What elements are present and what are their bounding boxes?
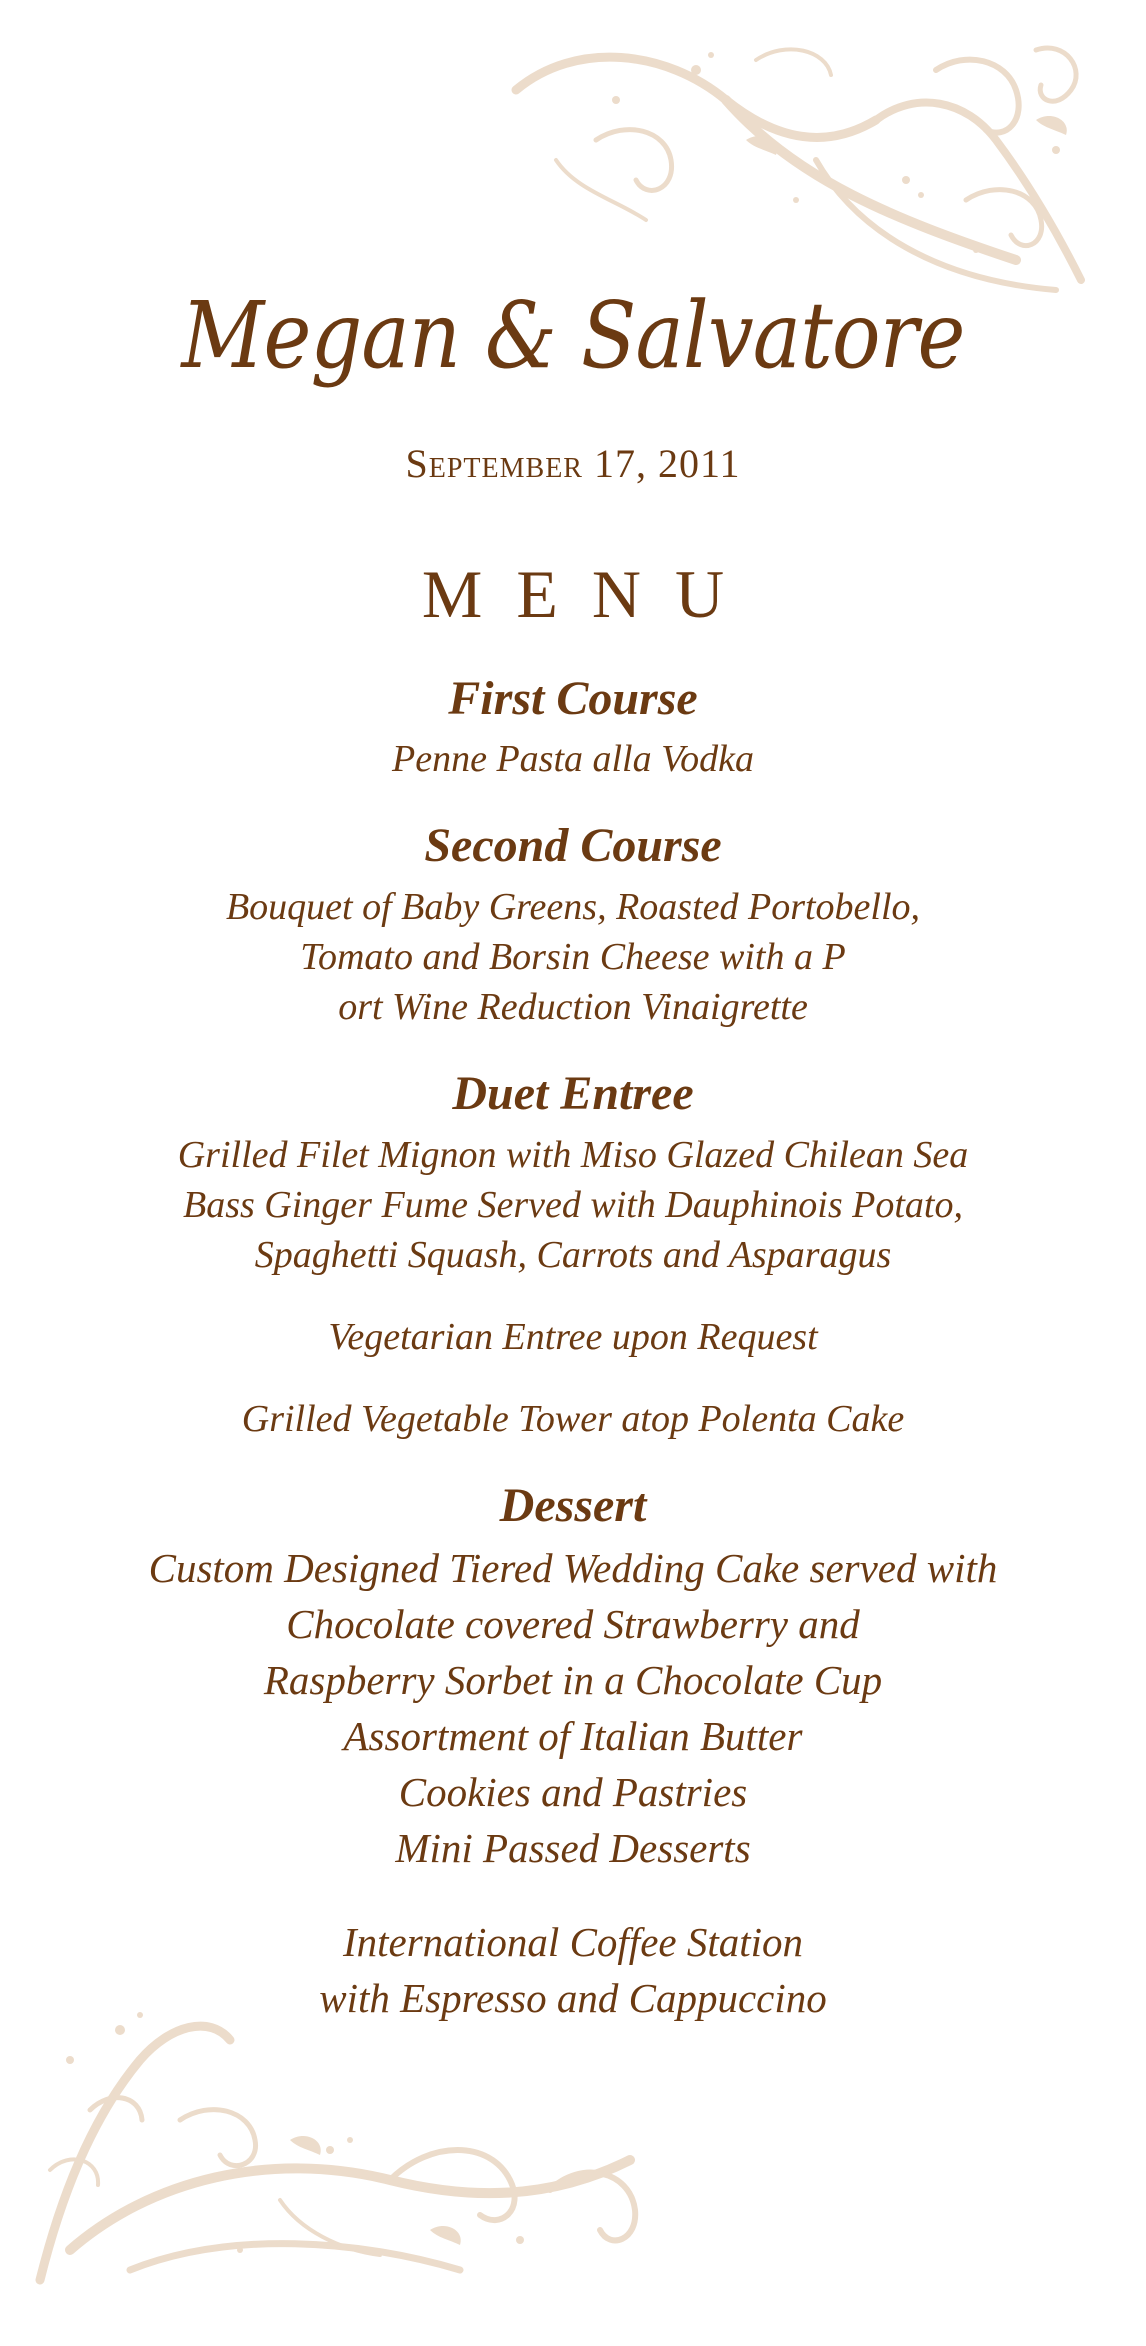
course-item: Tomato and Borsin Cheese with a P <box>300 936 846 978</box>
course-title-second: Second Course <box>424 819 722 872</box>
course-note: Vegetarian Entree upon Request <box>328 1316 818 1358</box>
course-item: Mini Passed Desserts <box>395 1825 751 1871</box>
event-date: September 17, 2011 <box>405 441 741 486</box>
course-title-dessert: Dessert <box>499 1479 647 1532</box>
course-item: Bass Ginger Fume Served with Dauphinois Potato, <box>183 1184 963 1226</box>
course-title-first: First Course <box>448 672 698 725</box>
course-item: Cookies and Pastries <box>398 1769 748 1815</box>
course-item: Assortment of Italian Butter <box>343 1713 803 1759</box>
flourish-ornament-top <box>496 30 1096 300</box>
course-note: Grilled Vegetable Tower atop Polenta Cake <box>241 1398 905 1440</box>
course-item: Penne Pasta alla Vodka <box>392 738 754 780</box>
course-item: Grilled Filet Mignon with Miso Glazed Chilean Sea <box>177 1134 969 1176</box>
menu-title: MENU <box>421 556 759 632</box>
course-item: Chocolate covered Strawberry and <box>286 1601 860 1647</box>
course-item: Raspberry Sorbet in a Chocolate Cup <box>263 1657 883 1703</box>
course-item: Bouquet of Baby Greens, Roasted Portobello, <box>225 886 921 928</box>
course-item: ort Wine Reduction Vinaigrette <box>338 986 808 1028</box>
course-note: with Espresso and Cappuccino <box>319 1975 827 2021</box>
couple-names: Megan & Salvatore <box>181 282 965 389</box>
course-note: International Coffee Station <box>342 1919 804 1965</box>
course-item: Spaghetti Squash, Carrots and Asparagus <box>254 1234 892 1276</box>
course-title-duet-entree: Duet Entree <box>452 1067 694 1120</box>
flourish-ornament-bottom <box>30 2000 650 2290</box>
course-item: Custom Designed Tiered Wedding Cake served with <box>148 1545 998 1591</box>
